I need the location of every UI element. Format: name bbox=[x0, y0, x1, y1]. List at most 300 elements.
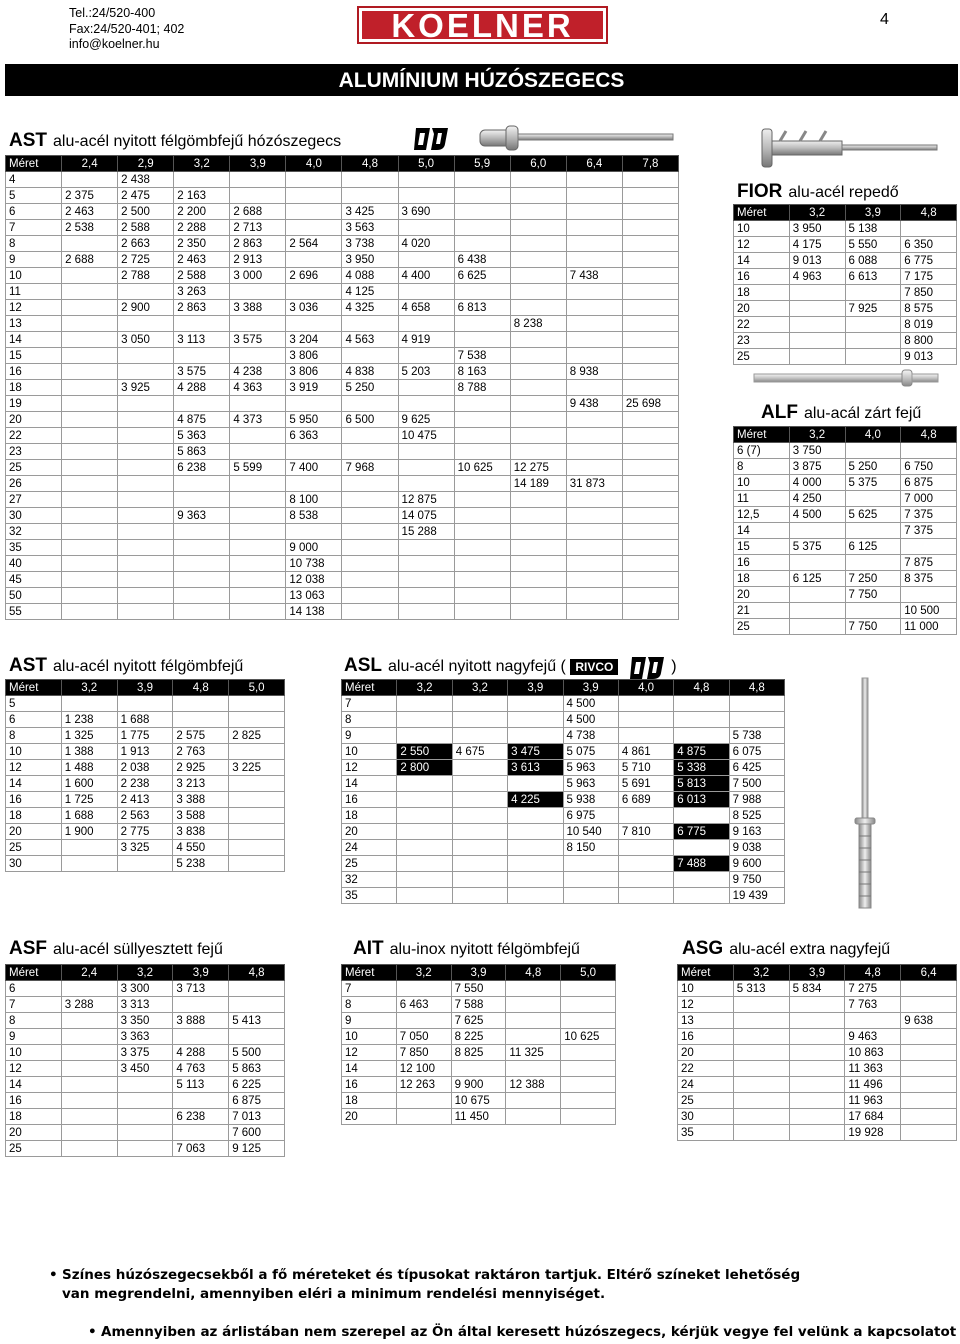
price-cell: 4 175 bbox=[789, 237, 845, 253]
price-cell: 2 438 bbox=[118, 172, 174, 188]
price-cell: 1 388 bbox=[61, 744, 117, 760]
price-cell: 3 225 bbox=[229, 760, 285, 776]
price-cell: 3 300 bbox=[117, 981, 173, 997]
price-cell: 10 738 bbox=[286, 556, 342, 572]
price-cell: 6 625 bbox=[454, 268, 510, 284]
price-cell bbox=[62, 268, 118, 284]
size-cell: 9 bbox=[6, 1029, 62, 1045]
price-cell: 6 775 bbox=[674, 824, 729, 840]
price-cell bbox=[286, 444, 342, 460]
table-row bbox=[342, 997, 616, 1013]
price-cell bbox=[508, 840, 563, 856]
price-cell: 1 913 bbox=[117, 744, 173, 760]
price-cell bbox=[230, 188, 286, 204]
size-cell: 24 bbox=[342, 840, 397, 856]
price-cell bbox=[510, 396, 566, 412]
size-cell: 18 bbox=[6, 380, 62, 396]
header-row bbox=[6, 156, 679, 172]
price-cell bbox=[622, 364, 678, 380]
price-cell bbox=[622, 572, 678, 588]
price-cell: 9 900 bbox=[451, 1077, 506, 1093]
table-row bbox=[342, 696, 785, 712]
price-cell: 3 613 bbox=[508, 760, 563, 776]
price-cell bbox=[342, 508, 398, 524]
price-cell bbox=[117, 1125, 173, 1141]
price-cell bbox=[454, 412, 510, 428]
price-cell bbox=[230, 476, 286, 492]
diameter-column-header: 2,4 bbox=[62, 156, 118, 172]
price-cell bbox=[342, 348, 398, 364]
diameter-column-header: 4,0 bbox=[845, 427, 901, 443]
price-cell bbox=[230, 572, 286, 588]
diameter-column-header: 4,8 bbox=[729, 680, 784, 696]
table-row bbox=[6, 492, 679, 508]
size-cell: 16 bbox=[342, 792, 397, 808]
price-cell: 3 806 bbox=[286, 364, 342, 380]
price-cell bbox=[174, 492, 230, 508]
price-cell: 12 875 bbox=[398, 492, 454, 508]
price-cell bbox=[398, 540, 454, 556]
price-cell: 3 450 bbox=[117, 1061, 173, 1077]
price-cell bbox=[622, 492, 678, 508]
ast-main-title: alu-acél nyitott félgömbfejű hózószegecs bbox=[53, 133, 342, 150]
price-cell: 19 928 bbox=[845, 1125, 901, 1141]
size-cell: 12 bbox=[6, 760, 62, 776]
price-cell bbox=[62, 508, 118, 524]
price-cell bbox=[230, 588, 286, 604]
price-cell bbox=[173, 997, 229, 1013]
price-cell: 4 861 bbox=[618, 744, 673, 760]
price-cell bbox=[510, 524, 566, 540]
price-cell bbox=[618, 840, 673, 856]
price-cell bbox=[397, 712, 452, 728]
size-cell: 12 bbox=[6, 300, 62, 316]
table-row bbox=[6, 380, 679, 396]
price-cell bbox=[845, 317, 901, 333]
price-cell bbox=[566, 316, 622, 332]
price-cell: 2 350 bbox=[174, 236, 230, 252]
price-cell bbox=[789, 1061, 845, 1077]
price-cell bbox=[561, 981, 616, 997]
price-cell bbox=[845, 443, 901, 459]
price-cell: 5 138 bbox=[845, 221, 901, 237]
price-cell bbox=[622, 220, 678, 236]
price-cell bbox=[510, 540, 566, 556]
table-row bbox=[6, 252, 679, 268]
price-cell bbox=[173, 1029, 229, 1045]
price-cell bbox=[174, 604, 230, 620]
size-cell: 14 bbox=[6, 1077, 62, 1093]
price-cell bbox=[901, 1093, 957, 1109]
price-cell: 12 275 bbox=[510, 460, 566, 476]
table-row bbox=[342, 776, 785, 792]
price-cell bbox=[510, 492, 566, 508]
price-cell bbox=[452, 776, 507, 792]
price-cell: 9 013 bbox=[789, 253, 845, 269]
price-cell: 3 388 bbox=[173, 792, 229, 808]
price-cell bbox=[342, 316, 398, 332]
price-cell: 4 563 bbox=[342, 332, 398, 348]
price-cell bbox=[901, 1061, 957, 1077]
price-cell: 4 373 bbox=[230, 412, 286, 428]
price-cell: 7 550 bbox=[451, 981, 506, 997]
price-cell: 1 775 bbox=[117, 728, 173, 744]
price-cell bbox=[510, 188, 566, 204]
price-cell bbox=[508, 808, 563, 824]
price-cell: 9 038 bbox=[729, 840, 784, 856]
price-cell: 7 175 bbox=[901, 269, 957, 285]
price-cell bbox=[229, 696, 285, 712]
price-cell: 14 189 bbox=[510, 476, 566, 492]
price-cell: 11 963 bbox=[845, 1093, 901, 1109]
price-cell: 1 325 bbox=[61, 728, 117, 744]
price-cell: 5 599 bbox=[230, 460, 286, 476]
price-cell bbox=[901, 539, 957, 555]
ait-table bbox=[341, 964, 616, 1125]
price-cell bbox=[510, 204, 566, 220]
price-cell: 25 698 bbox=[622, 396, 678, 412]
table-row bbox=[6, 396, 679, 412]
size-cell: 35 bbox=[342, 888, 397, 904]
table-row bbox=[6, 188, 679, 204]
price-cell bbox=[789, 1093, 845, 1109]
diameter-column-header: 5,0 bbox=[229, 680, 285, 696]
price-cell: 6 363 bbox=[286, 428, 342, 444]
price-cell bbox=[901, 1077, 957, 1093]
size-cell: 20 bbox=[6, 824, 62, 840]
table-row bbox=[6, 572, 679, 588]
table-row bbox=[342, 808, 785, 824]
price-cell: 9 638 bbox=[901, 1013, 957, 1029]
price-cell bbox=[789, 603, 845, 619]
price-cell: 5 938 bbox=[563, 792, 618, 808]
price-cell bbox=[397, 792, 452, 808]
logo-text: KOELNER bbox=[391, 6, 574, 44]
price-cell bbox=[62, 380, 118, 396]
price-cell bbox=[618, 856, 673, 872]
price-cell: 3 475 bbox=[508, 744, 563, 760]
price-cell bbox=[789, 1077, 845, 1093]
price-cell bbox=[566, 172, 622, 188]
price-cell bbox=[566, 556, 622, 572]
price-cell bbox=[62, 556, 118, 572]
table-row bbox=[6, 1013, 285, 1029]
price-cell bbox=[566, 252, 622, 268]
diameter-column-header: 4,8 bbox=[173, 680, 229, 696]
table-row bbox=[6, 348, 679, 364]
price-cell bbox=[61, 1141, 117, 1157]
table-row bbox=[6, 444, 679, 460]
price-cell bbox=[454, 188, 510, 204]
price-cell: 3 919 bbox=[286, 380, 342, 396]
size-cell: 45 bbox=[6, 572, 62, 588]
diameter-column-header: 3,2 bbox=[117, 965, 173, 981]
price-cell: 2 463 bbox=[62, 204, 118, 220]
size-cell: 16 bbox=[6, 1093, 62, 1109]
table-row bbox=[342, 1029, 616, 1045]
price-cell: 10 625 bbox=[561, 1029, 616, 1045]
price-cell bbox=[342, 604, 398, 620]
email-line: info@koelner.hu bbox=[69, 37, 160, 51]
price-cell bbox=[230, 284, 286, 300]
price-cell bbox=[674, 872, 729, 888]
price-cell bbox=[733, 1029, 789, 1045]
price-cell: 8 150 bbox=[563, 840, 618, 856]
price-cell bbox=[733, 1061, 789, 1077]
diameter-column-header: 6,0 bbox=[510, 156, 566, 172]
price-cell bbox=[452, 808, 507, 824]
price-cell: 5 075 bbox=[563, 744, 618, 760]
price-cell bbox=[454, 204, 510, 220]
table-row bbox=[734, 317, 957, 333]
price-cell: 9 363 bbox=[174, 508, 230, 524]
price-cell: 5 238 bbox=[173, 856, 229, 872]
price-cell bbox=[117, 856, 173, 872]
price-cell bbox=[118, 396, 174, 412]
price-cell bbox=[398, 556, 454, 572]
price-cell: 7 763 bbox=[845, 997, 901, 1013]
price-cell bbox=[342, 444, 398, 460]
price-cell bbox=[622, 172, 678, 188]
size-cell: 55 bbox=[6, 604, 62, 620]
diameter-column-header: 5,9 bbox=[454, 156, 510, 172]
table-row bbox=[6, 476, 679, 492]
price-cell bbox=[508, 824, 563, 840]
table-row bbox=[734, 571, 957, 587]
price-cell bbox=[397, 888, 452, 904]
price-cell bbox=[452, 840, 507, 856]
price-cell: 8 575 bbox=[901, 301, 957, 317]
price-cell: 9 125 bbox=[229, 1141, 285, 1157]
price-cell: 10 540 bbox=[563, 824, 618, 840]
table-row bbox=[734, 237, 957, 253]
price-cell: 10 500 bbox=[901, 603, 957, 619]
table-row bbox=[734, 443, 957, 459]
price-cell: 7 438 bbox=[566, 268, 622, 284]
price-cell bbox=[61, 1093, 117, 1109]
ast-small-title: alu-acél nyitott félgömbfejű bbox=[53, 658, 244, 675]
price-cell: 6 425 bbox=[729, 760, 784, 776]
table-row bbox=[6, 997, 285, 1013]
price-cell: 4 738 bbox=[563, 728, 618, 744]
price-cell: 2 913 bbox=[230, 252, 286, 268]
price-cell bbox=[566, 348, 622, 364]
price-cell bbox=[901, 1109, 957, 1125]
price-cell bbox=[229, 712, 285, 728]
header-row bbox=[734, 205, 957, 221]
price-cell: 6 125 bbox=[789, 571, 845, 587]
price-cell bbox=[62, 396, 118, 412]
price-cell bbox=[174, 556, 230, 572]
price-cell bbox=[508, 856, 563, 872]
price-cell bbox=[173, 712, 229, 728]
diameter-column-header: 5,0 bbox=[561, 965, 616, 981]
price-cell: 4 250 bbox=[789, 491, 845, 507]
price-cell bbox=[510, 348, 566, 364]
price-cell bbox=[62, 172, 118, 188]
price-cell: 8 825 bbox=[451, 1045, 506, 1061]
price-cell: 11 496 bbox=[845, 1077, 901, 1093]
table-row bbox=[6, 412, 679, 428]
price-cell: 6 238 bbox=[174, 460, 230, 476]
asf-code: ASF bbox=[9, 938, 47, 959]
asf-heading bbox=[9, 938, 223, 960]
size-cell: 14 bbox=[6, 776, 62, 792]
price-cell bbox=[845, 1013, 901, 1029]
price-cell bbox=[398, 476, 454, 492]
price-cell: 5 963 bbox=[563, 760, 618, 776]
size-cell: 16 bbox=[734, 555, 790, 571]
price-cell bbox=[61, 1029, 117, 1045]
price-cell: 7 488 bbox=[674, 856, 729, 872]
price-cell bbox=[510, 572, 566, 588]
price-cell bbox=[506, 1061, 561, 1077]
price-cell bbox=[230, 540, 286, 556]
table-row bbox=[678, 1029, 957, 1045]
price-cell bbox=[674, 888, 729, 904]
price-cell bbox=[398, 396, 454, 412]
price-cell bbox=[618, 808, 673, 824]
price-cell: 12 388 bbox=[506, 1077, 561, 1093]
price-cell bbox=[510, 300, 566, 316]
table-row bbox=[734, 555, 957, 571]
note-2-text: Amennyiben az árlistában nem szerepel az Ön által keresett húzószegecs, kérjük vegye fel velünk a kapcsolatot bbox=[101, 1324, 957, 1340]
size-cell: 22 bbox=[734, 317, 790, 333]
price-cell bbox=[452, 696, 507, 712]
price-cell: 2 238 bbox=[117, 776, 173, 792]
diameter-column-header: 2,9 bbox=[118, 156, 174, 172]
price-cell bbox=[61, 1077, 117, 1093]
price-cell bbox=[901, 997, 957, 1013]
price-cell: 7 063 bbox=[173, 1141, 229, 1157]
price-cell bbox=[622, 204, 678, 220]
price-cell: 7 013 bbox=[229, 1109, 285, 1125]
price-cell: 7 500 bbox=[729, 776, 784, 792]
price-cell: 2 825 bbox=[229, 728, 285, 744]
fax-line: Fax:24/520-401; 402 bbox=[69, 21, 185, 36]
price-cell: 5 250 bbox=[342, 380, 398, 396]
size-cell: 14 bbox=[6, 332, 62, 348]
price-cell: 10 625 bbox=[454, 460, 510, 476]
price-cell: 5 738 bbox=[729, 728, 784, 744]
size-cell: 20 bbox=[734, 301, 790, 317]
price-cell: 1 688 bbox=[117, 712, 173, 728]
diameter-column-header: 4,8 bbox=[674, 680, 729, 696]
price-cell bbox=[229, 744, 285, 760]
table-row bbox=[6, 268, 679, 284]
size-column-header: Méret bbox=[6, 680, 62, 696]
price-cell: 5 413 bbox=[229, 1013, 285, 1029]
price-cell bbox=[563, 856, 618, 872]
price-cell: 4 020 bbox=[398, 236, 454, 252]
price-cell bbox=[622, 556, 678, 572]
price-cell bbox=[506, 981, 561, 997]
price-cell: 3 950 bbox=[789, 221, 845, 237]
price-cell bbox=[674, 712, 729, 728]
ast-main-code: AST bbox=[9, 130, 47, 151]
asl-code: ASL bbox=[344, 655, 382, 677]
ast-main-heading bbox=[9, 130, 341, 152]
price-cell bbox=[61, 840, 117, 856]
size-cell: 27 bbox=[6, 492, 62, 508]
price-cell bbox=[61, 856, 117, 872]
price-cell bbox=[508, 728, 563, 744]
price-cell bbox=[118, 316, 174, 332]
table-row bbox=[6, 760, 285, 776]
rivet-image bbox=[478, 122, 678, 152]
price-cell bbox=[510, 556, 566, 572]
price-cell: 5 338 bbox=[674, 760, 729, 776]
price-cell bbox=[566, 572, 622, 588]
price-cell bbox=[789, 333, 845, 349]
price-cell bbox=[510, 380, 566, 396]
price-cell: 2 788 bbox=[118, 268, 174, 284]
size-cell: 20 bbox=[6, 1125, 62, 1141]
price-cell bbox=[398, 188, 454, 204]
price-cell bbox=[286, 204, 342, 220]
price-cell bbox=[622, 380, 678, 396]
table-row bbox=[6, 981, 285, 997]
price-cell bbox=[230, 556, 286, 572]
diameter-column-header: 3,2 bbox=[733, 965, 789, 981]
size-cell: 12 bbox=[6, 1061, 62, 1077]
price-cell bbox=[62, 300, 118, 316]
table-row bbox=[342, 1061, 616, 1077]
price-cell bbox=[229, 997, 285, 1013]
price-cell bbox=[397, 696, 452, 712]
price-cell: 3 113 bbox=[174, 332, 230, 348]
price-cell: 5 375 bbox=[789, 539, 845, 555]
asg-title: alu-acél extra nagyfejű bbox=[729, 941, 891, 958]
price-cell: 2 575 bbox=[173, 728, 229, 744]
price-cell: 3 325 bbox=[117, 840, 173, 856]
price-cell bbox=[452, 712, 507, 728]
size-cell: 30 bbox=[6, 856, 62, 872]
price-cell bbox=[845, 603, 901, 619]
price-cell: 5 113 bbox=[173, 1077, 229, 1093]
price-cell bbox=[229, 776, 285, 792]
price-cell bbox=[174, 524, 230, 540]
price-cell bbox=[901, 587, 957, 603]
page-number: 4 bbox=[880, 11, 889, 28]
asl-heading bbox=[344, 655, 677, 679]
table-row bbox=[734, 539, 957, 555]
table-row bbox=[342, 840, 785, 856]
size-cell: 11 bbox=[6, 284, 62, 300]
table-row bbox=[342, 1045, 616, 1061]
price-cell: 2 725 bbox=[118, 252, 174, 268]
price-cell bbox=[452, 760, 507, 776]
price-cell bbox=[789, 1125, 845, 1141]
price-cell: 3 588 bbox=[173, 808, 229, 824]
header-row bbox=[678, 965, 957, 981]
diameter-column-header: 4,8 bbox=[506, 965, 561, 981]
size-column-header: Méret bbox=[6, 965, 62, 981]
price-cell bbox=[398, 252, 454, 268]
price-cell bbox=[342, 540, 398, 556]
price-cell: 7 988 bbox=[729, 792, 784, 808]
table-row bbox=[6, 220, 679, 236]
price-cell bbox=[230, 396, 286, 412]
price-cell: 4 288 bbox=[174, 380, 230, 396]
asl-title: alu-acél nyitott nagyfejű ( bbox=[388, 658, 566, 676]
price-cell bbox=[286, 284, 342, 300]
price-cell: 2 763 bbox=[173, 744, 229, 760]
price-cell bbox=[118, 572, 174, 588]
note-1-text: Színes húzószegecsekből a fő méreteket és típusokat raktáron tartjuk. Eltérő színeket lehetőség van megrendelni, amennyiben eléri a minimum rendelési mennyiséget. bbox=[62, 1267, 801, 1302]
size-column-header: Méret bbox=[678, 965, 734, 981]
price-cell: 3 350 bbox=[117, 1013, 173, 1029]
